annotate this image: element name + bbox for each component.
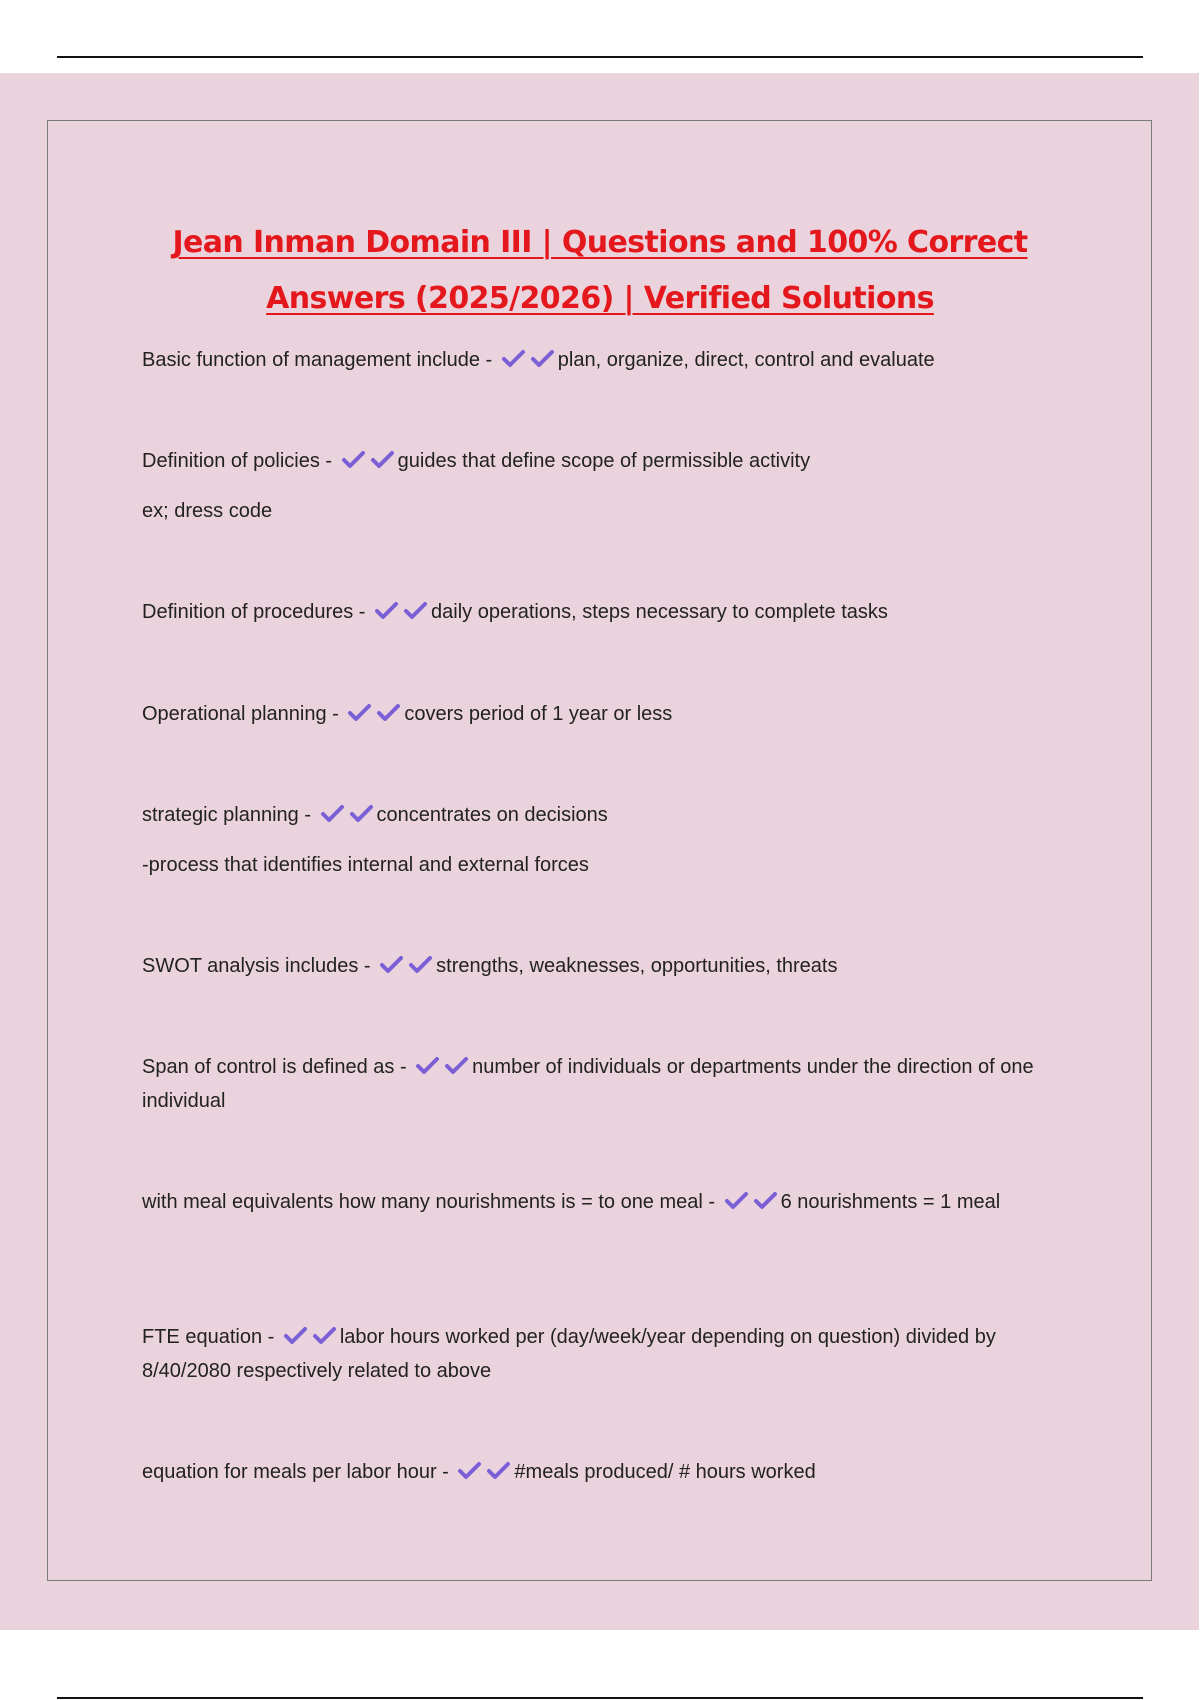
check-icon <box>369 450 396 470</box>
question-text: Basic function of management include - <box>142 349 493 371</box>
double-check-icon <box>412 1050 470 1084</box>
check-icon <box>402 601 429 621</box>
double-check-icon <box>280 1320 338 1354</box>
check-icon <box>414 1056 441 1076</box>
answer-text: concentrates on decisions <box>376 804 608 826</box>
qa-entry <box>142 595 1062 629</box>
check-icon <box>529 349 556 369</box>
qa-entry <box>142 798 1062 832</box>
qa-entry <box>142 444 1062 478</box>
qa-entry-extra <box>142 494 1062 528</box>
document-title <box>120 215 1080 327</box>
qa-entry-extra <box>142 848 1062 882</box>
extra-text: ex; dress code <box>142 500 273 522</box>
check-icon <box>456 1461 483 1481</box>
check-icon <box>340 450 367 470</box>
double-check-icon <box>721 1185 779 1219</box>
check-icon <box>378 955 405 975</box>
qa-entry <box>142 949 1062 983</box>
double-check-icon <box>498 343 556 377</box>
question-text: Definition of procedures - <box>142 601 366 623</box>
answer-text: 6 nourishments = 1 meal <box>780 1191 1001 1213</box>
check-icon <box>485 1461 512 1481</box>
answer-text: #meals produced/ # hours worked <box>514 1461 816 1483</box>
answer-text: daily operations, steps necessary to complete tasks <box>431 601 888 623</box>
qa-entry <box>142 1050 1062 1118</box>
qa-entry <box>142 1320 1062 1388</box>
double-check-icon <box>376 949 434 983</box>
check-icon <box>348 804 375 824</box>
check-icon <box>375 703 402 723</box>
answer-text: strengths, weaknesses, opportunities, threats <box>436 955 838 977</box>
qa-entry <box>142 1185 1062 1219</box>
question-text: strategic planning - <box>142 804 311 826</box>
double-check-icon <box>454 1455 512 1489</box>
check-icon <box>282 1326 309 1346</box>
question-text: with meal equivalents how many nourishments is = to one meal - <box>142 1191 716 1213</box>
question-text: SWOT analysis includes - <box>142 955 371 977</box>
check-icon <box>319 804 346 824</box>
question-text: Definition of policies - <box>142 450 333 472</box>
header-rule <box>57 56 1143 58</box>
check-icon <box>311 1326 338 1346</box>
check-icon <box>407 955 434 975</box>
check-icon <box>500 349 527 369</box>
title-line-1: Jean Inman Domain III | Questions and 100% Correct <box>172 225 1028 260</box>
double-check-icon <box>371 595 429 629</box>
double-check-icon <box>317 798 375 832</box>
answer-text: plan, organize, direct, control and evaluate <box>557 349 935 371</box>
answer-text: labor hours worked per (day/week/year depending on question) divided by 8/40/2080 respectively related to above <box>142 1326 996 1382</box>
qa-entry <box>142 343 1062 377</box>
answer-text: number of individuals or departments under the direction of one individual <box>142 1056 1034 1112</box>
check-icon <box>373 601 400 621</box>
check-icon <box>346 703 373 723</box>
question-text: Span of control is defined as - <box>142 1056 407 1078</box>
answer-text: covers period of 1 year or less <box>404 703 673 725</box>
question-text: FTE equation - <box>142 1326 275 1348</box>
check-icon <box>443 1056 470 1076</box>
qa-entry <box>142 1455 1062 1489</box>
question-text: equation for meals per labor hour - <box>142 1461 449 1483</box>
title-line-2: Answers (2025/2026) | Verified Solutions <box>266 281 934 316</box>
extra-text: -process that identifies internal and external forces <box>142 854 589 876</box>
question-text: Operational planning - <box>142 703 339 725</box>
check-icon <box>723 1191 750 1211</box>
double-check-icon <box>344 697 402 731</box>
double-check-icon <box>338 444 396 478</box>
answer-text: guides that define scope of permissible activity <box>397 450 811 472</box>
check-icon <box>752 1191 779 1211</box>
qa-entry <box>142 697 1062 731</box>
footer-rule <box>57 1697 1143 1699</box>
